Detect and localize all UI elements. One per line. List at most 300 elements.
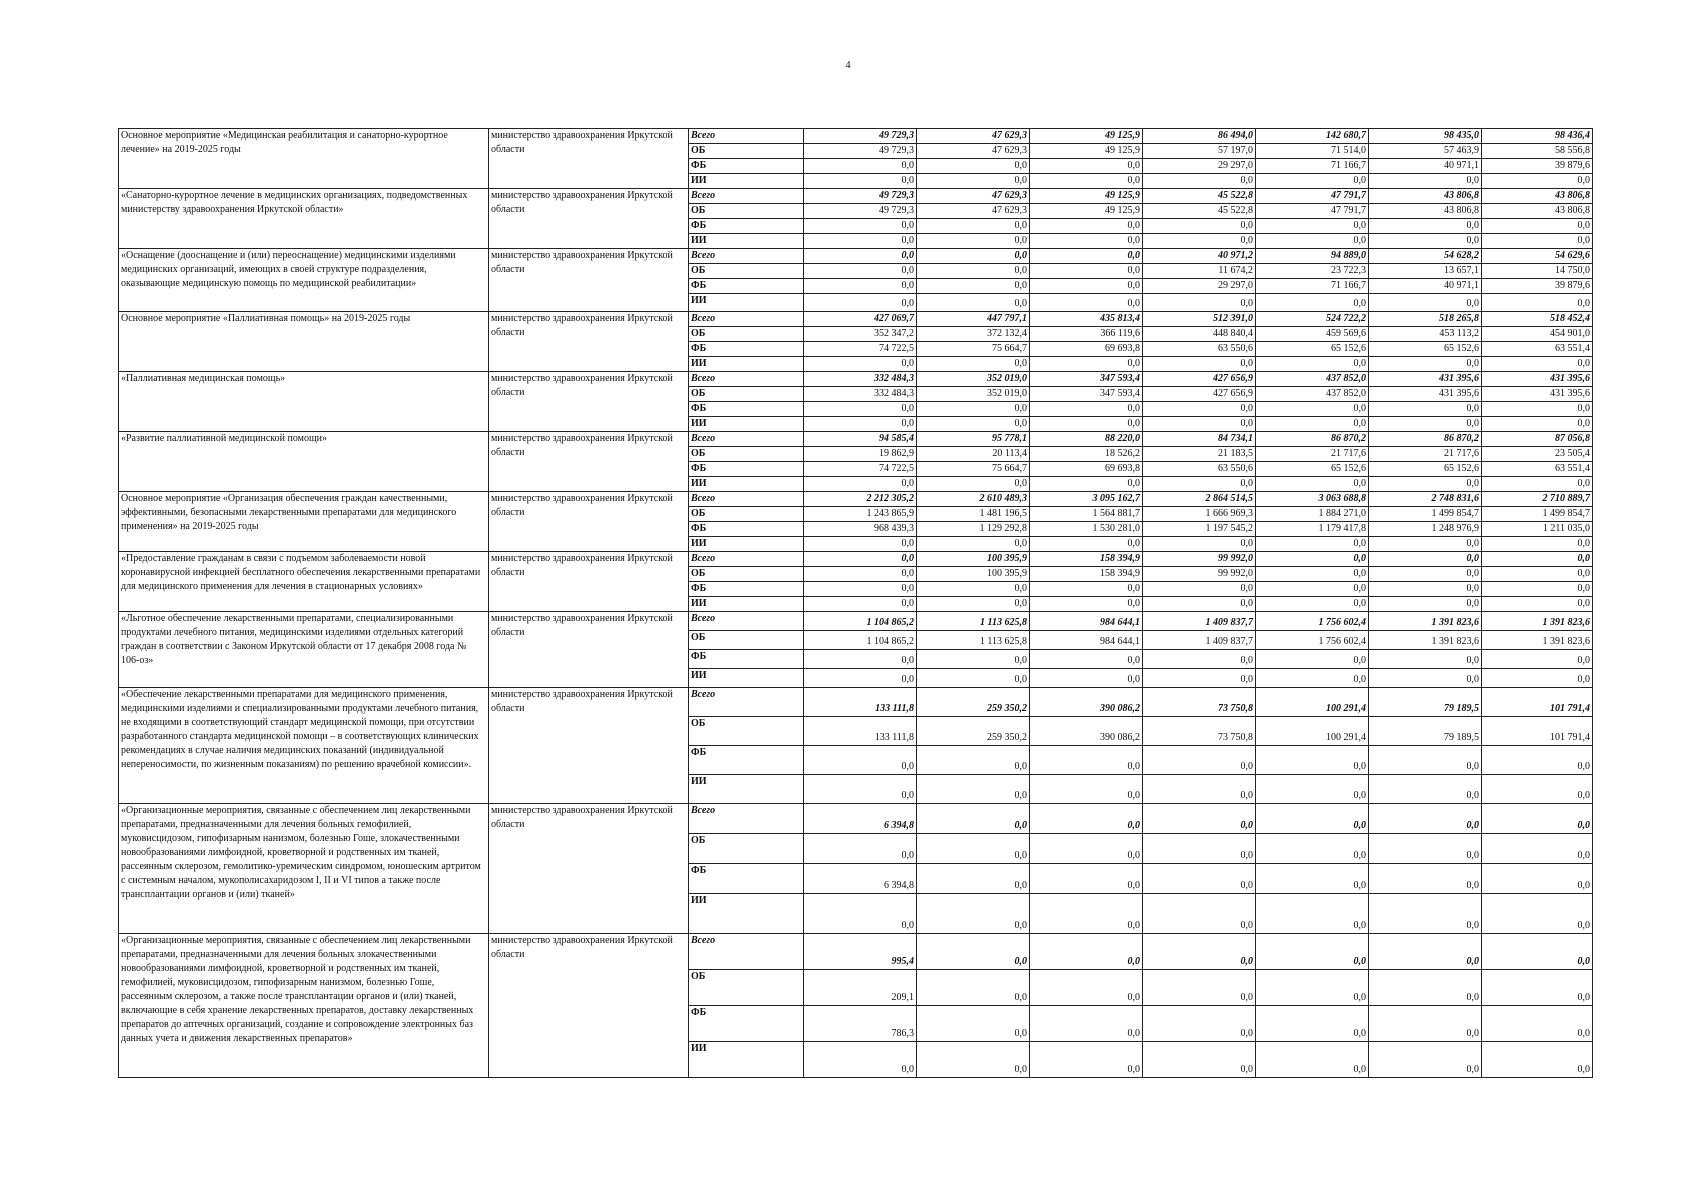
amount-cell: 0,0 bbox=[1256, 219, 1369, 234]
amount-cell: 40 971,1 bbox=[1369, 159, 1482, 174]
amount-cell: 0,0 bbox=[1482, 234, 1593, 249]
amount-cell: 0,0 bbox=[917, 597, 1030, 612]
amount-cell: 518 452,4 bbox=[1482, 312, 1593, 327]
amount-cell: 0,0 bbox=[917, 264, 1030, 279]
amount-cell: 98 435,0 bbox=[1369, 129, 1482, 144]
amount-cell: 0,0 bbox=[1143, 537, 1256, 552]
amount-cell: 0,0 bbox=[1482, 834, 1593, 864]
table-row bbox=[119, 432, 1593, 447]
funding-source-label: ФБ bbox=[689, 219, 804, 234]
amount-cell: 86 870,2 bbox=[1256, 432, 1369, 447]
amount-cell: 0,0 bbox=[1482, 804, 1593, 834]
amount-cell: 1 179 417,8 bbox=[1256, 522, 1369, 537]
amount-cell: 99 992,0 bbox=[1143, 552, 1256, 567]
amount-cell: 45 522,8 bbox=[1143, 204, 1256, 219]
amount-cell: 1 391 823,6 bbox=[1369, 612, 1482, 631]
amount-cell: 0,0 bbox=[1030, 357, 1143, 372]
amount-cell: 95 778,1 bbox=[917, 432, 1030, 447]
amount-cell: 1 481 196,5 bbox=[917, 507, 1030, 522]
amount-cell: 435 813,4 bbox=[1030, 312, 1143, 327]
amount-cell: 88 220,0 bbox=[1030, 432, 1143, 447]
amount-cell: 49 125,9 bbox=[1030, 189, 1143, 204]
amount-cell: 0,0 bbox=[1256, 1042, 1369, 1078]
amount-cell: 0,0 bbox=[1256, 234, 1369, 249]
amount-cell: 0,0 bbox=[1030, 417, 1143, 432]
amount-cell: 0,0 bbox=[1143, 746, 1256, 775]
amount-cell: 0,0 bbox=[1030, 804, 1143, 834]
amount-cell: 0,0 bbox=[1030, 864, 1143, 894]
amount-cell: 0,0 bbox=[917, 834, 1030, 864]
amount-cell: 6 394,8 bbox=[804, 864, 917, 894]
amount-cell: 0,0 bbox=[1143, 477, 1256, 492]
amount-cell: 427 656,9 bbox=[1143, 387, 1256, 402]
funding-source-label: ИИ bbox=[689, 597, 804, 612]
amount-cell: 0,0 bbox=[1030, 219, 1143, 234]
amount-cell: 0,0 bbox=[917, 864, 1030, 894]
amount-cell: 49 729,3 bbox=[804, 129, 917, 144]
amount-cell: 0,0 bbox=[1256, 357, 1369, 372]
activity-description: «Организационные мероприятия, связанные с обеспечением лиц лекарственными препаратами, предназначенными для лечения больных гемофилией, муковисцидозом, гипофизарным нанизмом, болезнью Гоше, злокачественными новообразованиями лимфоидной, кроветворной и родственных им тканей, рассеянным склерозом, гемолитико-уремическим синдромом, юношеским артритом с системным началом, мукополисахаридозом I, II и VI типов а также после трансплантации органов и (или) тканей» bbox=[119, 804, 489, 934]
amount-cell: 0,0 bbox=[804, 279, 917, 294]
amount-cell: 0,0 bbox=[1143, 174, 1256, 189]
amount-cell: 347 593,4 bbox=[1030, 372, 1143, 387]
amount-cell: 0,0 bbox=[1256, 775, 1369, 804]
amount-cell: 2 864 514,5 bbox=[1143, 492, 1256, 507]
amount-cell: 0,0 bbox=[1482, 1006, 1593, 1042]
amount-cell: 100 291,4 bbox=[1256, 688, 1369, 717]
amount-cell: 3 095 162,7 bbox=[1030, 492, 1143, 507]
responsible-executor: министерство здравоохранения Иркутской области bbox=[489, 372, 689, 432]
table-row bbox=[119, 189, 1593, 204]
amount-cell: 512 391,0 bbox=[1143, 312, 1256, 327]
amount-cell: 1 104 865,2 bbox=[804, 631, 917, 650]
funding-source-label: Всего bbox=[689, 934, 804, 970]
amount-cell: 0,0 bbox=[1482, 934, 1593, 970]
amount-cell: 0,0 bbox=[917, 669, 1030, 688]
amount-cell: 437 852,0 bbox=[1256, 372, 1369, 387]
amount-cell: 0,0 bbox=[1256, 537, 1369, 552]
amount-cell: 79 189,5 bbox=[1369, 688, 1482, 717]
amount-cell: 0,0 bbox=[1143, 775, 1256, 804]
funding-source-label: ОБ bbox=[689, 567, 804, 582]
amount-cell: 0,0 bbox=[917, 1006, 1030, 1042]
amount-cell: 0,0 bbox=[804, 775, 917, 804]
funding-source-label: ОБ bbox=[689, 204, 804, 219]
funding-source-label: ФБ bbox=[689, 159, 804, 174]
amount-cell: 0,0 bbox=[1482, 1042, 1593, 1078]
funding-source-label: Всего bbox=[689, 804, 804, 834]
funding-source-label: ИИ bbox=[689, 294, 804, 312]
funding-source-label: ФБ bbox=[689, 279, 804, 294]
amount-cell: 0,0 bbox=[1143, 970, 1256, 1006]
amount-cell: 0,0 bbox=[1143, 234, 1256, 249]
amount-cell: 1 530 281,0 bbox=[1030, 522, 1143, 537]
amount-cell: 0,0 bbox=[1369, 934, 1482, 970]
amount-cell: 0,0 bbox=[1143, 417, 1256, 432]
amount-cell: 63 550,6 bbox=[1143, 342, 1256, 357]
activity-description: «Оснащение (дооснащение и (или) переоснащение) медицинскими изделиями медицинских организаций, имеющих в своей структуре подразделения, оказывающие медицинскую помощь по медицинской реабилитации» bbox=[119, 249, 489, 312]
amount-cell: 453 113,2 bbox=[1369, 327, 1482, 342]
amount-cell: 65 152,6 bbox=[1369, 462, 1482, 477]
amount-cell: 13 657,1 bbox=[1369, 264, 1482, 279]
amount-cell: 0,0 bbox=[1482, 864, 1593, 894]
amount-cell: 447 797,1 bbox=[917, 312, 1030, 327]
amount-cell: 0,0 bbox=[1482, 294, 1593, 312]
amount-cell: 29 297,0 bbox=[1143, 279, 1256, 294]
amount-cell: 518 265,8 bbox=[1369, 312, 1482, 327]
amount-cell: 69 693,8 bbox=[1030, 462, 1143, 477]
funding-source-label: ОБ bbox=[689, 717, 804, 746]
amount-cell: 0,0 bbox=[1030, 834, 1143, 864]
funding-source-label: Всего bbox=[689, 612, 804, 631]
amount-cell: 0,0 bbox=[1369, 417, 1482, 432]
amount-cell: 0,0 bbox=[917, 174, 1030, 189]
activity-description: «Обеспечение лекарственными препаратами для медицинского применения, медицинскими изделиями и специализированными продуктами лечебного питания, не входящими в соответствующий стандарт медицинской помощи, при отсутствии разработанного стандарта медицинской помощи – в соответствующих клинических рекомендациях в случае наличия медицинских показаний (индивидуальной непереносимости, по жизненным показаниям) по решению врачебной комиссии». bbox=[119, 688, 489, 804]
amount-cell: 0,0 bbox=[1143, 804, 1256, 834]
amount-cell: 1 113 625,8 bbox=[917, 631, 1030, 650]
amount-cell: 45 522,8 bbox=[1143, 189, 1256, 204]
amount-cell: 0,0 bbox=[1030, 582, 1143, 597]
funding-source-label: ОБ bbox=[689, 264, 804, 279]
amount-cell: 0,0 bbox=[1482, 775, 1593, 804]
amount-cell: 0,0 bbox=[1256, 650, 1369, 669]
amount-cell: 0,0 bbox=[917, 357, 1030, 372]
amount-cell: 0,0 bbox=[1482, 552, 1593, 567]
amount-cell: 84 734,1 bbox=[1143, 432, 1256, 447]
amount-cell: 0,0 bbox=[1369, 669, 1482, 688]
amount-cell: 0,0 bbox=[1030, 537, 1143, 552]
amount-cell: 332 484,3 bbox=[804, 372, 917, 387]
amount-cell: 0,0 bbox=[1482, 417, 1593, 432]
amount-cell: 49 125,9 bbox=[1030, 129, 1143, 144]
amount-cell: 2 710 889,7 bbox=[1482, 492, 1593, 507]
amount-cell: 209,1 bbox=[804, 970, 917, 1006]
amount-cell: 0,0 bbox=[917, 582, 1030, 597]
amount-cell: 0,0 bbox=[1256, 294, 1369, 312]
amount-cell: 0,0 bbox=[1482, 650, 1593, 669]
funding-source-label: ИИ bbox=[689, 894, 804, 934]
amount-cell: 21 717,6 bbox=[1369, 447, 1482, 462]
amount-cell: 427 069,7 bbox=[804, 312, 917, 327]
amount-cell: 968 439,3 bbox=[804, 522, 917, 537]
responsible-executor: министерство здравоохранения Иркутской области bbox=[489, 688, 689, 804]
funding-source-label: Всего bbox=[689, 312, 804, 327]
amount-cell: 0,0 bbox=[1256, 804, 1369, 834]
activity-description: Основное мероприятие «Организация обеспечения граждан качественными, эффективными, безопасными лекарственными препаратами для медицинского применения» на 2019-2025 годы bbox=[119, 492, 489, 552]
amount-cell: 71 166,7 bbox=[1256, 159, 1369, 174]
amount-cell: 71 166,7 bbox=[1256, 279, 1369, 294]
amount-cell: 0,0 bbox=[917, 249, 1030, 264]
amount-cell: 0,0 bbox=[917, 970, 1030, 1006]
amount-cell: 431 395,6 bbox=[1482, 387, 1593, 402]
amount-cell: 0,0 bbox=[1482, 219, 1593, 234]
amount-cell: 101 791,4 bbox=[1482, 688, 1593, 717]
activity-description: «Санаторно-курортное лечение в медицинских организациях, подведомственных министерству здравоохранения Иркутской области» bbox=[119, 189, 489, 249]
amount-cell: 0,0 bbox=[1256, 597, 1369, 612]
amount-cell: 0,0 bbox=[917, 159, 1030, 174]
amount-cell: 0,0 bbox=[1256, 174, 1369, 189]
responsible-executor: министерство здравоохранения Иркутской области bbox=[489, 552, 689, 612]
amount-cell: 65 152,6 bbox=[1256, 342, 1369, 357]
amount-cell: 0,0 bbox=[917, 402, 1030, 417]
amount-cell: 65 152,6 bbox=[1256, 462, 1369, 477]
amount-cell: 0,0 bbox=[917, 1042, 1030, 1078]
amount-cell: 431 395,6 bbox=[1482, 372, 1593, 387]
funding-source-label: ФБ bbox=[689, 342, 804, 357]
amount-cell: 0,0 bbox=[804, 264, 917, 279]
amount-cell: 87 056,8 bbox=[1482, 432, 1593, 447]
table-row bbox=[119, 129, 1593, 144]
amount-cell: 437 852,0 bbox=[1256, 387, 1369, 402]
funding-source-label: Всего bbox=[689, 249, 804, 264]
amount-cell: 1 499 854,7 bbox=[1482, 507, 1593, 522]
amount-cell: 0,0 bbox=[1256, 567, 1369, 582]
amount-cell: 21 183,5 bbox=[1143, 447, 1256, 462]
amount-cell: 14 750,0 bbox=[1482, 264, 1593, 279]
amount-cell: 73 750,8 bbox=[1143, 717, 1256, 746]
amount-cell: 1 113 625,8 bbox=[917, 612, 1030, 631]
funding-source-label: ФБ bbox=[689, 1006, 804, 1042]
amount-cell: 0,0 bbox=[804, 746, 917, 775]
amount-cell: 49 125,9 bbox=[1030, 144, 1143, 159]
amount-cell: 0,0 bbox=[1030, 970, 1143, 1006]
amount-cell: 0,0 bbox=[804, 650, 917, 669]
funding-source-label: ИИ bbox=[689, 537, 804, 552]
amount-cell: 0,0 bbox=[917, 219, 1030, 234]
amount-cell: 0,0 bbox=[1030, 775, 1143, 804]
amount-cell: 0,0 bbox=[1369, 582, 1482, 597]
amount-cell: 101 791,4 bbox=[1482, 717, 1593, 746]
amount-cell: 1 104 865,2 bbox=[804, 612, 917, 631]
amount-cell: 100 395,9 bbox=[917, 552, 1030, 567]
funding-source-label: ОБ bbox=[689, 327, 804, 342]
activity-description: «Развитие паллиативной медицинской помощи» bbox=[119, 432, 489, 492]
amount-cell: 0,0 bbox=[804, 537, 917, 552]
amount-cell: 0,0 bbox=[1030, 264, 1143, 279]
amount-cell: 47 629,3 bbox=[917, 204, 1030, 219]
amount-cell: 43 806,8 bbox=[1369, 189, 1482, 204]
amount-cell: 40 971,1 bbox=[1369, 279, 1482, 294]
amount-cell: 11 674,2 bbox=[1143, 264, 1256, 279]
amount-cell: 0,0 bbox=[1143, 934, 1256, 970]
funding-source-label: ОБ bbox=[689, 834, 804, 864]
funding-source-label: ИИ bbox=[689, 477, 804, 492]
amount-cell: 1 499 854,7 bbox=[1369, 507, 1482, 522]
page-number: 4 bbox=[845, 60, 851, 71]
table-row bbox=[119, 612, 1593, 631]
amount-cell: 0,0 bbox=[1369, 477, 1482, 492]
activity-description: Основное мероприятие «Паллиативная помощь» на 2019-2025 годы bbox=[119, 312, 489, 372]
amount-cell: 0,0 bbox=[1030, 294, 1143, 312]
amount-cell: 0,0 bbox=[1482, 357, 1593, 372]
amount-cell: 63 550,6 bbox=[1143, 462, 1256, 477]
amount-cell: 390 086,2 bbox=[1030, 717, 1143, 746]
funding-source-label: ИИ bbox=[689, 669, 804, 688]
amount-cell: 259 350,2 bbox=[917, 688, 1030, 717]
responsible-executor: министерство здравоохранения Иркутской области bbox=[489, 492, 689, 552]
funding-source-label: ОБ bbox=[689, 144, 804, 159]
amount-cell: 352 019,0 bbox=[917, 387, 1030, 402]
amount-cell: 0,0 bbox=[1369, 894, 1482, 934]
amount-cell: 1 197 545,2 bbox=[1143, 522, 1256, 537]
amount-cell: 0,0 bbox=[1030, 934, 1143, 970]
funding-source-label: ФБ bbox=[689, 746, 804, 775]
funding-source-label: ФБ bbox=[689, 582, 804, 597]
funding-source-label: ОБ bbox=[689, 970, 804, 1006]
funding-source-label: ИИ bbox=[689, 234, 804, 249]
amount-cell: 1 564 881,7 bbox=[1030, 507, 1143, 522]
amount-cell: 47 629,3 bbox=[917, 189, 1030, 204]
amount-cell: 47 629,3 bbox=[917, 144, 1030, 159]
amount-cell: 133 111,8 bbox=[804, 717, 917, 746]
amount-cell: 1 409 837,7 bbox=[1143, 612, 1256, 631]
amount-cell: 0,0 bbox=[1369, 775, 1482, 804]
amount-cell: 0,0 bbox=[1143, 1042, 1256, 1078]
amount-cell: 0,0 bbox=[1143, 650, 1256, 669]
amount-cell: 0,0 bbox=[1256, 477, 1369, 492]
amount-cell: 23 505,4 bbox=[1482, 447, 1593, 462]
amount-cell: 0,0 bbox=[1369, 746, 1482, 775]
amount-cell: 0,0 bbox=[1256, 970, 1369, 1006]
amount-cell: 0,0 bbox=[1482, 746, 1593, 775]
amount-cell: 0,0 bbox=[1369, 1006, 1482, 1042]
amount-cell: 0,0 bbox=[1369, 402, 1482, 417]
amount-cell: 0,0 bbox=[1482, 477, 1593, 492]
amount-cell: 49 729,3 bbox=[804, 189, 917, 204]
amount-cell: 0,0 bbox=[1482, 174, 1593, 189]
activity-description: «Предоставление гражданам в связи с подъемом заболеваемости новой коронавирусной инфекцией бесплатного обеспечения лекарственными препаратами для медицинского применения для лечения в стационарных условиях» bbox=[119, 552, 489, 612]
amount-cell: 0,0 bbox=[1030, 279, 1143, 294]
amount-cell: 0,0 bbox=[917, 804, 1030, 834]
amount-cell: 18 526,2 bbox=[1030, 447, 1143, 462]
amount-cell: 984 644,1 bbox=[1030, 631, 1143, 650]
amount-cell: 0,0 bbox=[1369, 294, 1482, 312]
amount-cell: 0,0 bbox=[1256, 417, 1369, 432]
funding-source-label: Всего bbox=[689, 688, 804, 717]
amount-cell: 2 748 831,6 bbox=[1369, 492, 1482, 507]
funding-source-label: ОБ bbox=[689, 507, 804, 522]
table-row bbox=[119, 688, 1593, 717]
table-row bbox=[119, 552, 1593, 567]
amount-cell: 0,0 bbox=[1143, 582, 1256, 597]
amount-cell: 0,0 bbox=[1143, 402, 1256, 417]
amount-cell: 259 350,2 bbox=[917, 717, 1030, 746]
amount-cell: 94 889,0 bbox=[1256, 249, 1369, 264]
table-row bbox=[119, 934, 1593, 970]
amount-cell: 1 756 602,4 bbox=[1256, 612, 1369, 631]
amount-cell: 0,0 bbox=[1256, 582, 1369, 597]
funding-source-label: ИИ bbox=[689, 417, 804, 432]
amount-cell: 0,0 bbox=[1369, 174, 1482, 189]
amount-cell: 29 297,0 bbox=[1143, 159, 1256, 174]
amount-cell: 0,0 bbox=[804, 567, 917, 582]
amount-cell: 73 750,8 bbox=[1143, 688, 1256, 717]
amount-cell: 0,0 bbox=[1369, 234, 1482, 249]
amount-cell: 3 063 688,8 bbox=[1256, 492, 1369, 507]
amount-cell: 39 879,6 bbox=[1482, 279, 1593, 294]
amount-cell: 1 666 969,3 bbox=[1143, 507, 1256, 522]
budget-table bbox=[118, 128, 1593, 1078]
amount-cell: 0,0 bbox=[1256, 894, 1369, 934]
amount-cell: 459 569,6 bbox=[1256, 327, 1369, 342]
amount-cell: 454 901,0 bbox=[1482, 327, 1593, 342]
amount-cell: 524 722,2 bbox=[1256, 312, 1369, 327]
amount-cell: 1 129 292,8 bbox=[917, 522, 1030, 537]
amount-cell: 0,0 bbox=[804, 552, 917, 567]
funding-source-label: ФБ bbox=[689, 402, 804, 417]
amount-cell: 0,0 bbox=[917, 279, 1030, 294]
responsible-executor: министерство здравоохранения Иркутской области bbox=[489, 804, 689, 934]
amount-cell: 352 019,0 bbox=[917, 372, 1030, 387]
amount-cell: 448 840,4 bbox=[1143, 327, 1256, 342]
amount-cell: 19 862,9 bbox=[804, 447, 917, 462]
amount-cell: 100 395,9 bbox=[917, 567, 1030, 582]
amount-cell: 786,3 bbox=[804, 1006, 917, 1042]
amount-cell: 158 394,9 bbox=[1030, 567, 1143, 582]
amount-cell: 133 111,8 bbox=[804, 688, 917, 717]
amount-cell: 0,0 bbox=[1030, 477, 1143, 492]
funding-source-label: ИИ bbox=[689, 1042, 804, 1078]
funding-source-label: ФБ bbox=[689, 650, 804, 669]
amount-cell: 0,0 bbox=[804, 477, 917, 492]
amount-cell: 0,0 bbox=[1030, 650, 1143, 669]
amount-cell: 1 391 823,6 bbox=[1369, 631, 1482, 650]
amount-cell: 0,0 bbox=[1369, 597, 1482, 612]
amount-cell: 1 884 271,0 bbox=[1256, 507, 1369, 522]
amount-cell: 49 729,3 bbox=[804, 144, 917, 159]
amount-cell: 0,0 bbox=[804, 669, 917, 688]
funding-source-label: ИИ bbox=[689, 357, 804, 372]
amount-cell: 0,0 bbox=[804, 249, 917, 264]
responsible-executor: министерство здравоохранения Иркутской области bbox=[489, 312, 689, 372]
amount-cell: 0,0 bbox=[804, 174, 917, 189]
amount-cell: 69 693,8 bbox=[1030, 342, 1143, 357]
amount-cell: 74 722,5 bbox=[804, 342, 917, 357]
amount-cell: 0,0 bbox=[1482, 402, 1593, 417]
amount-cell: 0,0 bbox=[1369, 537, 1482, 552]
funding-source-label: ФБ bbox=[689, 522, 804, 537]
amount-cell: 0,0 bbox=[804, 1042, 917, 1078]
amount-cell: 98 436,4 bbox=[1482, 129, 1593, 144]
amount-cell: 100 291,4 bbox=[1256, 717, 1369, 746]
amount-cell: 75 664,7 bbox=[917, 342, 1030, 357]
amount-cell: 366 119,6 bbox=[1030, 327, 1143, 342]
amount-cell: 0,0 bbox=[1369, 804, 1482, 834]
amount-cell: 94 585,4 bbox=[804, 432, 917, 447]
activity-description: «Паллиативная медицинская помощь» bbox=[119, 372, 489, 432]
amount-cell: 0,0 bbox=[917, 477, 1030, 492]
amount-cell: 20 113,4 bbox=[917, 447, 1030, 462]
amount-cell: 142 680,7 bbox=[1256, 129, 1369, 144]
amount-cell: 0,0 bbox=[1030, 746, 1143, 775]
amount-cell: 0,0 bbox=[1030, 669, 1143, 688]
amount-cell: 0,0 bbox=[1143, 669, 1256, 688]
amount-cell: 0,0 bbox=[1482, 970, 1593, 1006]
amount-cell: 0,0 bbox=[1482, 894, 1593, 934]
amount-cell: 43 806,8 bbox=[1369, 204, 1482, 219]
amount-cell: 0,0 bbox=[1030, 234, 1143, 249]
amount-cell: 6 394,8 bbox=[804, 804, 917, 834]
amount-cell: 54 629,6 bbox=[1482, 249, 1593, 264]
amount-cell: 49 125,9 bbox=[1030, 204, 1143, 219]
amount-cell: 47 629,3 bbox=[917, 129, 1030, 144]
amount-cell: 0,0 bbox=[1482, 567, 1593, 582]
responsible-executor: министерство здравоохранения Иркутской области bbox=[489, 432, 689, 492]
amount-cell: 0,0 bbox=[1256, 864, 1369, 894]
amount-cell: 0,0 bbox=[804, 234, 917, 249]
amount-cell: 0,0 bbox=[1030, 159, 1143, 174]
amount-cell: 0,0 bbox=[1256, 552, 1369, 567]
